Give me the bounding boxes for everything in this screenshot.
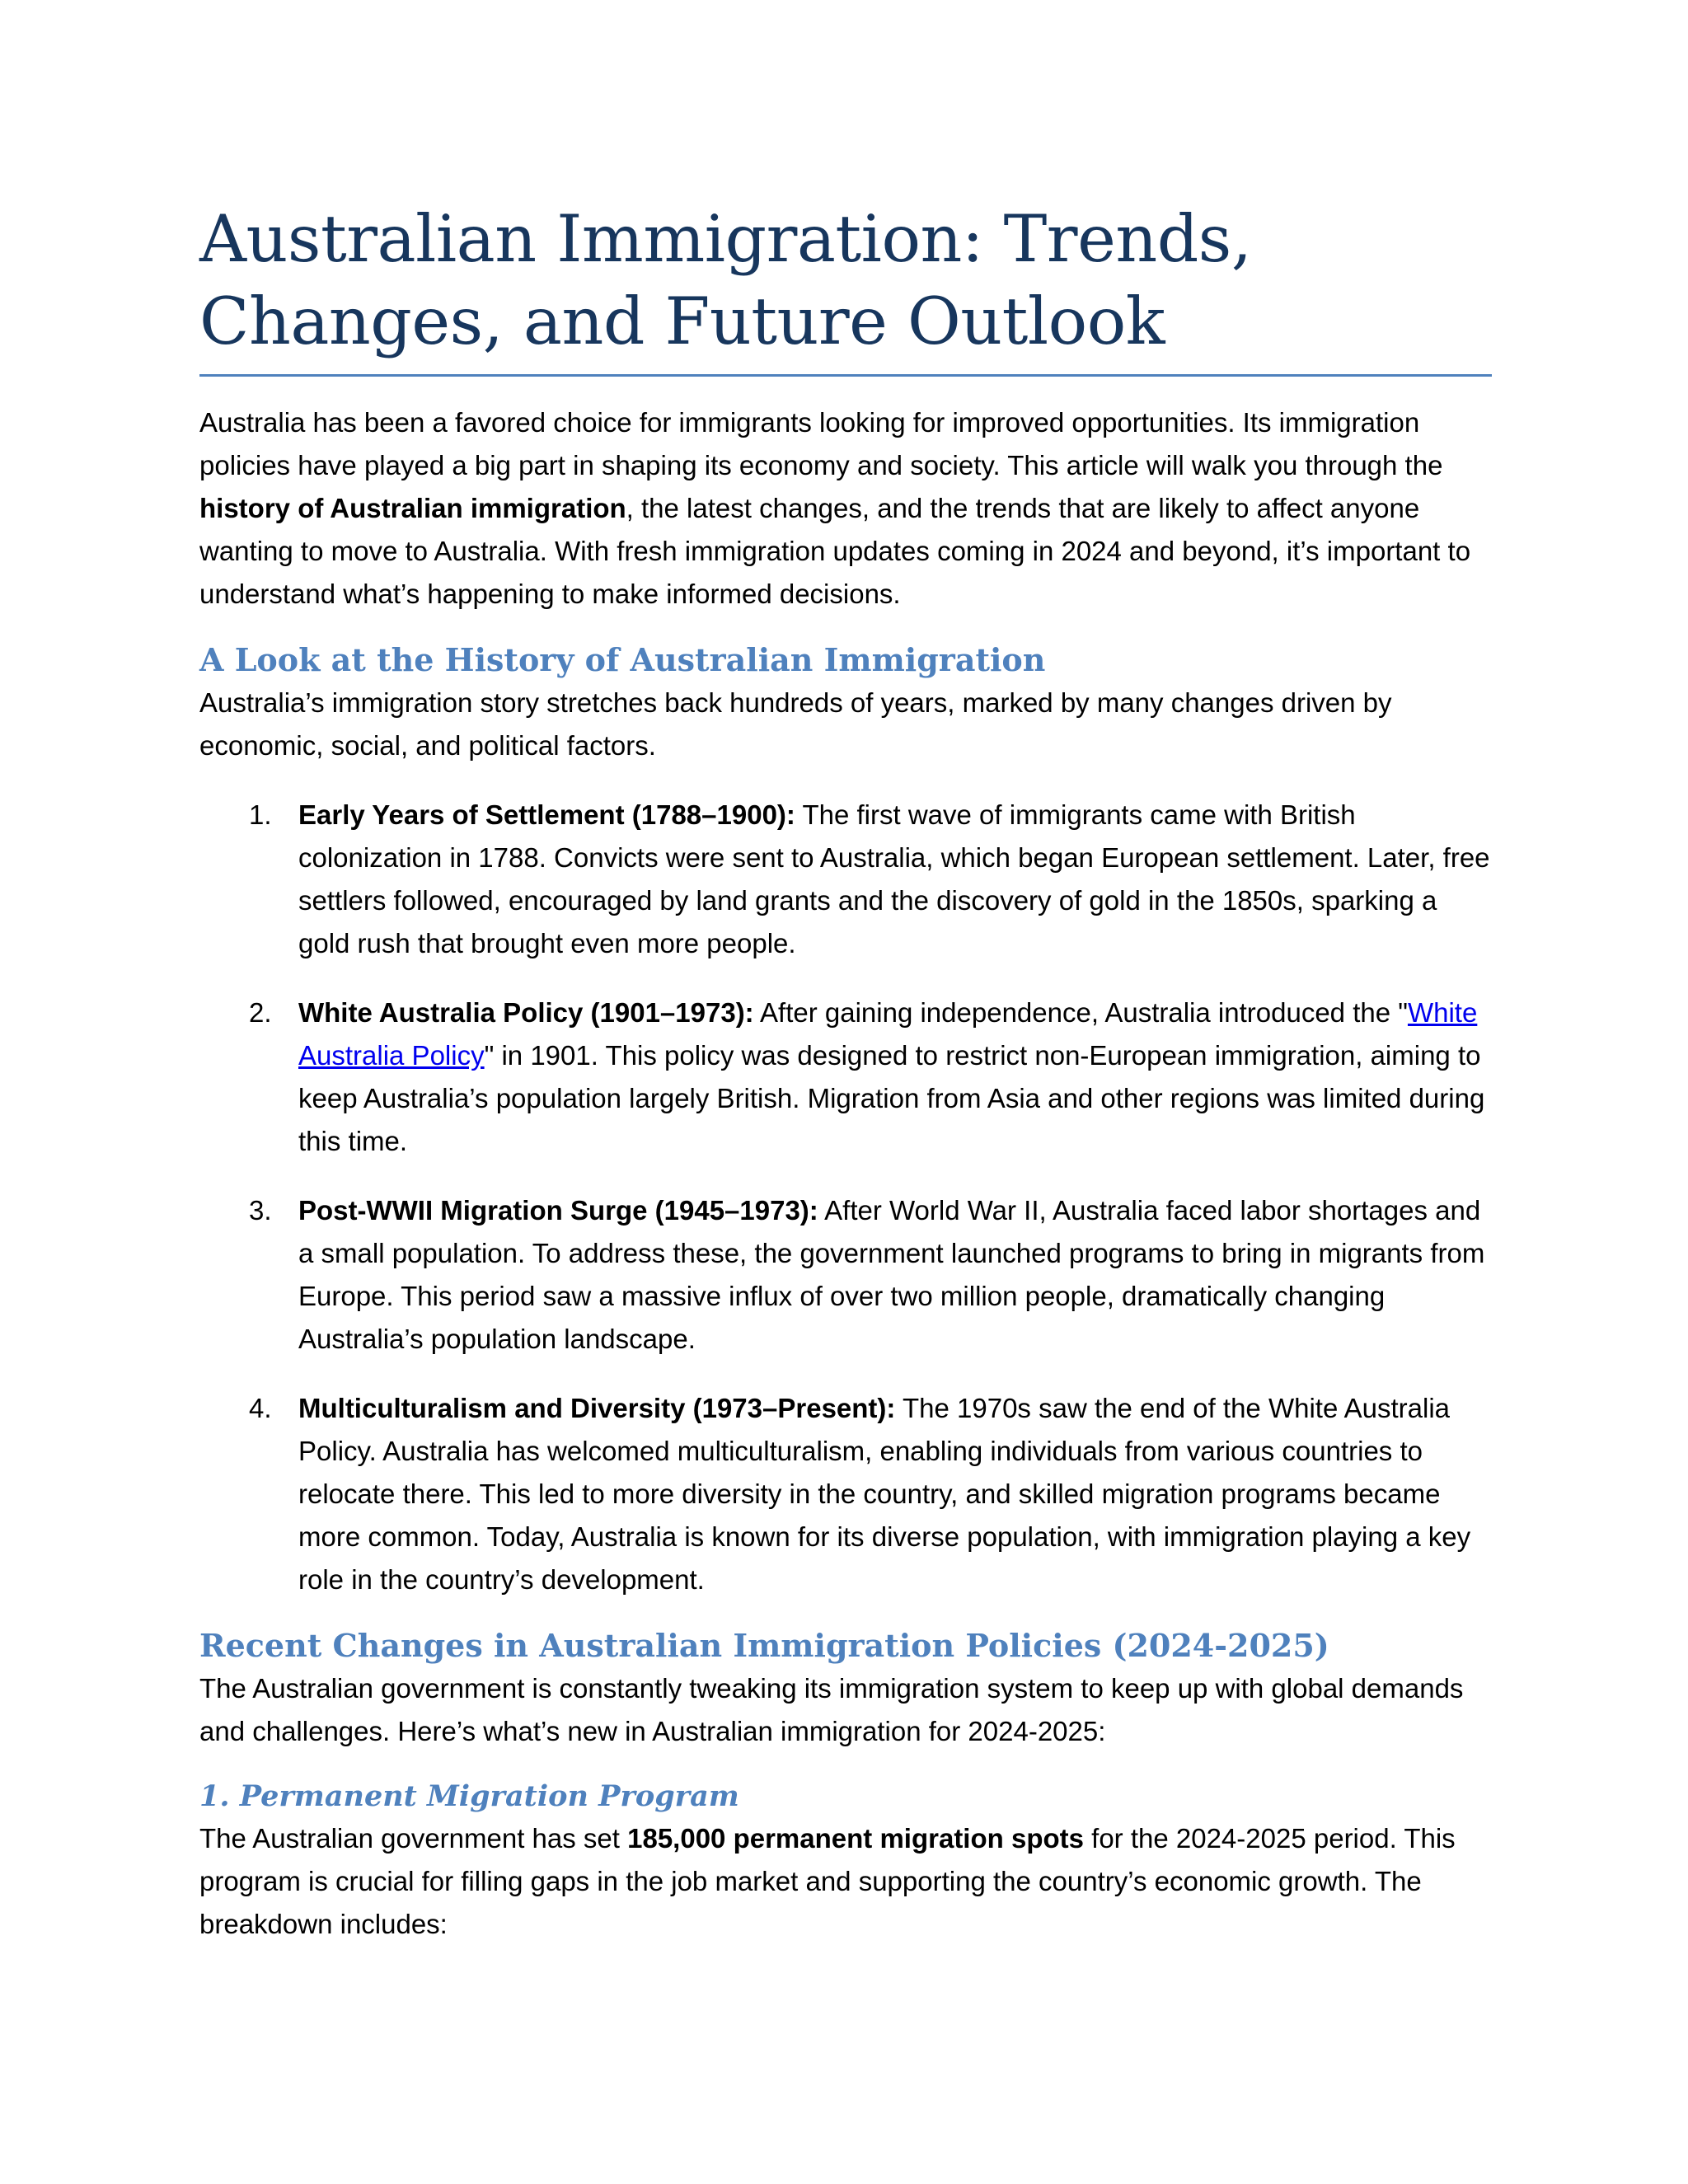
permanent-migration-subheading: 1. Permanent Migration Program [199,1779,739,1813]
list-item-text: After gaining independence, Australia introduced the " [753,997,1408,1028]
intro-text-2: , the latest changes, and the trends that are likely to affect anyone wanting to move to Australia. With fresh immigration updates coming in 2024 and beyond, it’s important to understand what’s happening to make informed decisions. [199,493,1471,609]
permanent-migration-bold-text: 185,000 permanent migration spots [627,1823,1084,1854]
white-australia-policy-link[interactable]: White Australia Policy [298,997,1478,1071]
recent-changes-heading: Recent Changes in Australian Immigration Policies (2024-2025) [199,1627,1329,1664]
list-item-text: The first wave of immigrants came with British colonization in 1788. Convicts were sent to Australia, which began European settlement. Later, free settlers followed, encouraged by land grants and the discovery of gold in the 1850s, sparking a gold rush that brought even more people. [298,799,1490,958]
list-item-number: 1. [249,799,272,830]
list-item [199,794,1492,965]
list-item-text: The 1970s saw the end of the White Australia Policy. Australia has welcomed multiculturalism, enabling individuals from various countries to relocate there. This led to more diversity in the country, and skilled migration programs became more common. Today, Australia is known for its diverse population, with immigration playing a key role in the country’s development. [298,1393,1471,1595]
list-item-text: After World War II, Australia faced labor shortages and a small population. To address these, the government launched programs to bring in migrants from Europe. This period saw a massive influx of over two million people, dramatically changing Australia’s population landscape. [298,1195,1485,1354]
list-item-number: 2. [249,997,272,1028]
history-intro-paragraph: Australia’s immigration story stretches back hundreds of years, marked by many changes driven by economic, social, and political factors. [199,687,1392,761]
list-item-text: " in 1901. This policy was designed to restrict non-European immigration, aiming to keep Australia’s population largely British. Migration from Asia and other regions was limited during this time. [298,1040,1485,1156]
list-item-number: 4. [249,1393,272,1423]
intro-text-1: Australia has been a favored choice for immigrants looking for improved opportunities. Its immigration policies have played a big part in shaping its economy and society. This article will walk you through the [199,407,1443,480]
history-heading: A Look at the History of Australian Immigration [199,641,1046,678]
list-item-title: Post-WWII Migration Surge (1945–1973): [298,1195,818,1226]
list-item [199,991,1492,1163]
recent-changes-intro-paragraph: The Australian government is constantly tweaking its immigration system to keep up with global demands and challenges. Here’s what’s new in Australian immigration for 2024-2025: [199,1673,1464,1746]
list-item [199,1387,1492,1601]
list-item [199,1189,1492,1361]
intro-bold-text: history of Australian immigration [199,493,626,523]
list-item-title: White Australia Policy (1901–1973): [298,997,754,1028]
permanent-migration-text-1: The Australian government has set [199,1823,628,1854]
history-list [199,794,1492,1601]
list-item-number: 3. [249,1195,272,1226]
permanent-migration-text-2: for the 2024-2025 period. This program is crucial for filling gaps in the job market and supporting the country’s economic growth. The breakdown includes: [199,1823,1456,1939]
list-item-title: Early Years of Settlement (1788–1900): [298,799,795,830]
document-page [199,198,1492,1946]
list-item-title: Multiculturalism and Diversity (1973–Present): [298,1393,896,1423]
permanent-migration-paragraph [199,1817,1492,1946]
page-title: Australian Immigration: Trends, Changes, and Future Outlook [199,198,1492,377]
intro-paragraph [199,401,1492,616]
